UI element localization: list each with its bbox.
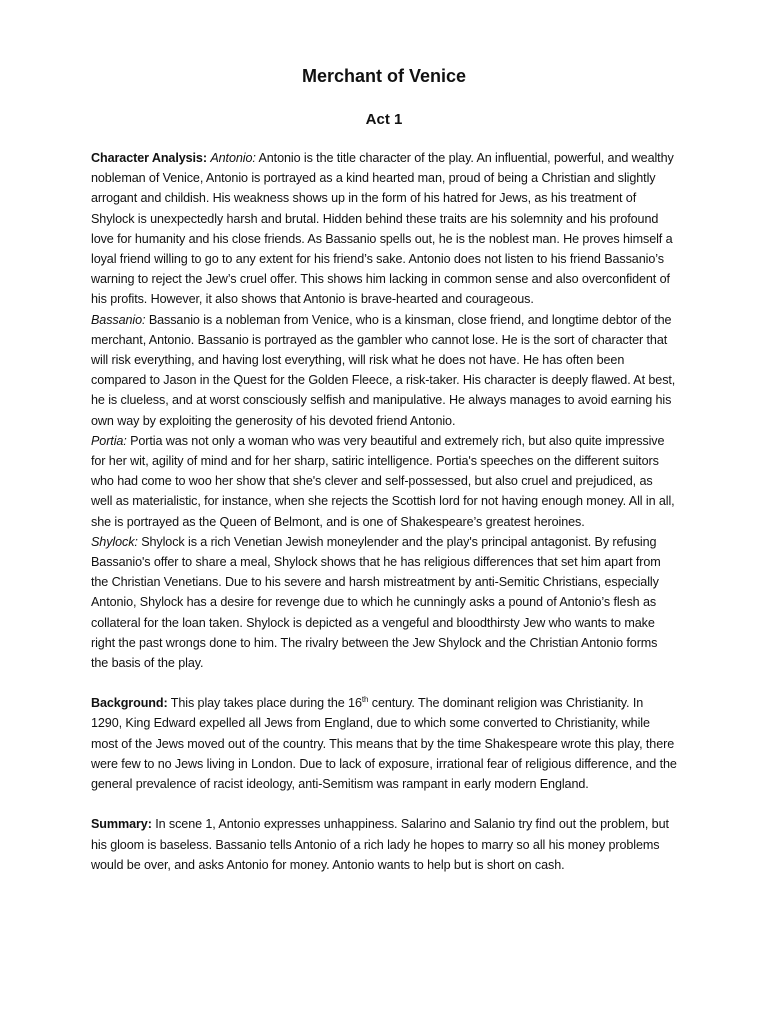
document-page — [91, 62, 677, 875]
shylock-text: Shylock is a rich Venetian Jewish moneylender and the play's principal antagonist. By refusing Bassanio's offer to share a meal, Shylock shows that he has religious differences that set him apart from the Christian Venetians. Due to his severe and harsh mistreatment by anti-Semitic Christians, especially Antonio, Shylock has a desire for revenge due to which he cunningly asks a pound of Antonio’s flesh as collateral for the loan taken. Shylock is depicted as a vengeful and bloodthirsty Jew who wants to make right the past wrongs done to him. The rivalry between the Jew Shylock and the Christian Antonio forms the basis of the play. — [91, 534, 661, 671]
act-heading: Act 1 — [365, 111, 403, 128]
character-analysis-label: Character Analysis: — [91, 151, 207, 165]
antonio-name: Antonio: — [210, 151, 256, 165]
summary-label: Summary: — [91, 817, 152, 832]
summary-text: In scene 1, Antonio expresses unhappiness. Salarino and Salanio try find out the problem, but his gloom is baseless. Bassanio tells Antonio of a rich lady he hopes to marry so all his money problems would be over, and asks Antonio for money. Antonio wants to help but is short on cash. — [91, 817, 669, 872]
shylock-name: Shylock: — [91, 534, 138, 549]
summary-paragraph — [91, 814, 677, 875]
background-text-before: This play takes place during the 16 — [167, 696, 362, 711]
antonio-text: Antonio is the title character of the play. An influential, powerful, and wealthy nobleman of Venice, Antonio is portrayed as a kind hearted man, proud of being a Christian and slightly arrogant and childish. His weakness shows up in the form of his hatred for Jews, as his treatment of Shylock is unexpectedly harsh and brutal. Hidden behind these traits are his solemnity and his profound love for humanity and his close friends. As Bassanio spells out, he is the noblest man. He proves himself a loyal friend willing to go to any extent for his friend’s sake. Antonio does not listen to his friend Bassanio’s warning to reject the Jew’s cruel offer. This shows him lacking in common sense and also overconfident of his profits. However, it also shows that Antonio is brave-hearted and courageous. — [91, 151, 674, 307]
character-analysis-portia — [91, 431, 677, 532]
background-label: Background: — [91, 696, 168, 711]
character-analysis-antonio — [91, 148, 677, 310]
background-paragraph — [91, 693, 677, 794]
background-text-after: century. The dominant religion was Christianity. In 1290, King Edward expelled all Jews from England, due to which some converted to Christianity, while most of the Jews moved out of the country. This means that by the time Shakespeare wrote this play, there were few to no Jews living in London. Due to lack of exposure, irrational fear of religious difference, and the general prevalence of racist ideology, anti-Semitism was rampant in early modern England. — [91, 696, 677, 792]
bassanio-name: Bassanio: — [91, 312, 146, 327]
portia-text: Portia was not only a woman who was very beautiful and extremely rich, but also quite impressive for her wit, agility of mind and for her sharp, satiric intelligence. Portia's speeches on the different suitors who had come to woo her show that she's clever and self-possessed, but also cruel and prejudiced, as well as materialistic, for instance, when she rejects the Scottish lord for not having enough money. All in all, she is portrayed as the Queen of Belmont, and is one of Shakespeare’s greatest heroines. — [91, 433, 675, 529]
century-superscript: th — [361, 695, 369, 705]
document-title: Merchant of Venice — [301, 66, 467, 86]
portia-name: Portia: — [91, 433, 127, 448]
character-analysis-bassanio — [91, 310, 677, 431]
character-analysis-shylock — [91, 532, 677, 673]
bassanio-text: Bassanio is a nobleman from Venice, who is a kinsman, close friend, and longtime debtor of the merchant, Antonio. Bassanio is portrayed as the gambler who cannot lose. He is the sort of character that will risk everything, and having lost everything, will risk what he does not have. He has often been compared to Jason in the Quest for the Golden Fleece, a risk-taker. His character is deeply flawed. At best, he is clueless, and at worst consciously selfish and manipulative. He always manages to avoid earning his own way by exploiting the generosity of his devoted friend Antonio. — [91, 312, 676, 428]
